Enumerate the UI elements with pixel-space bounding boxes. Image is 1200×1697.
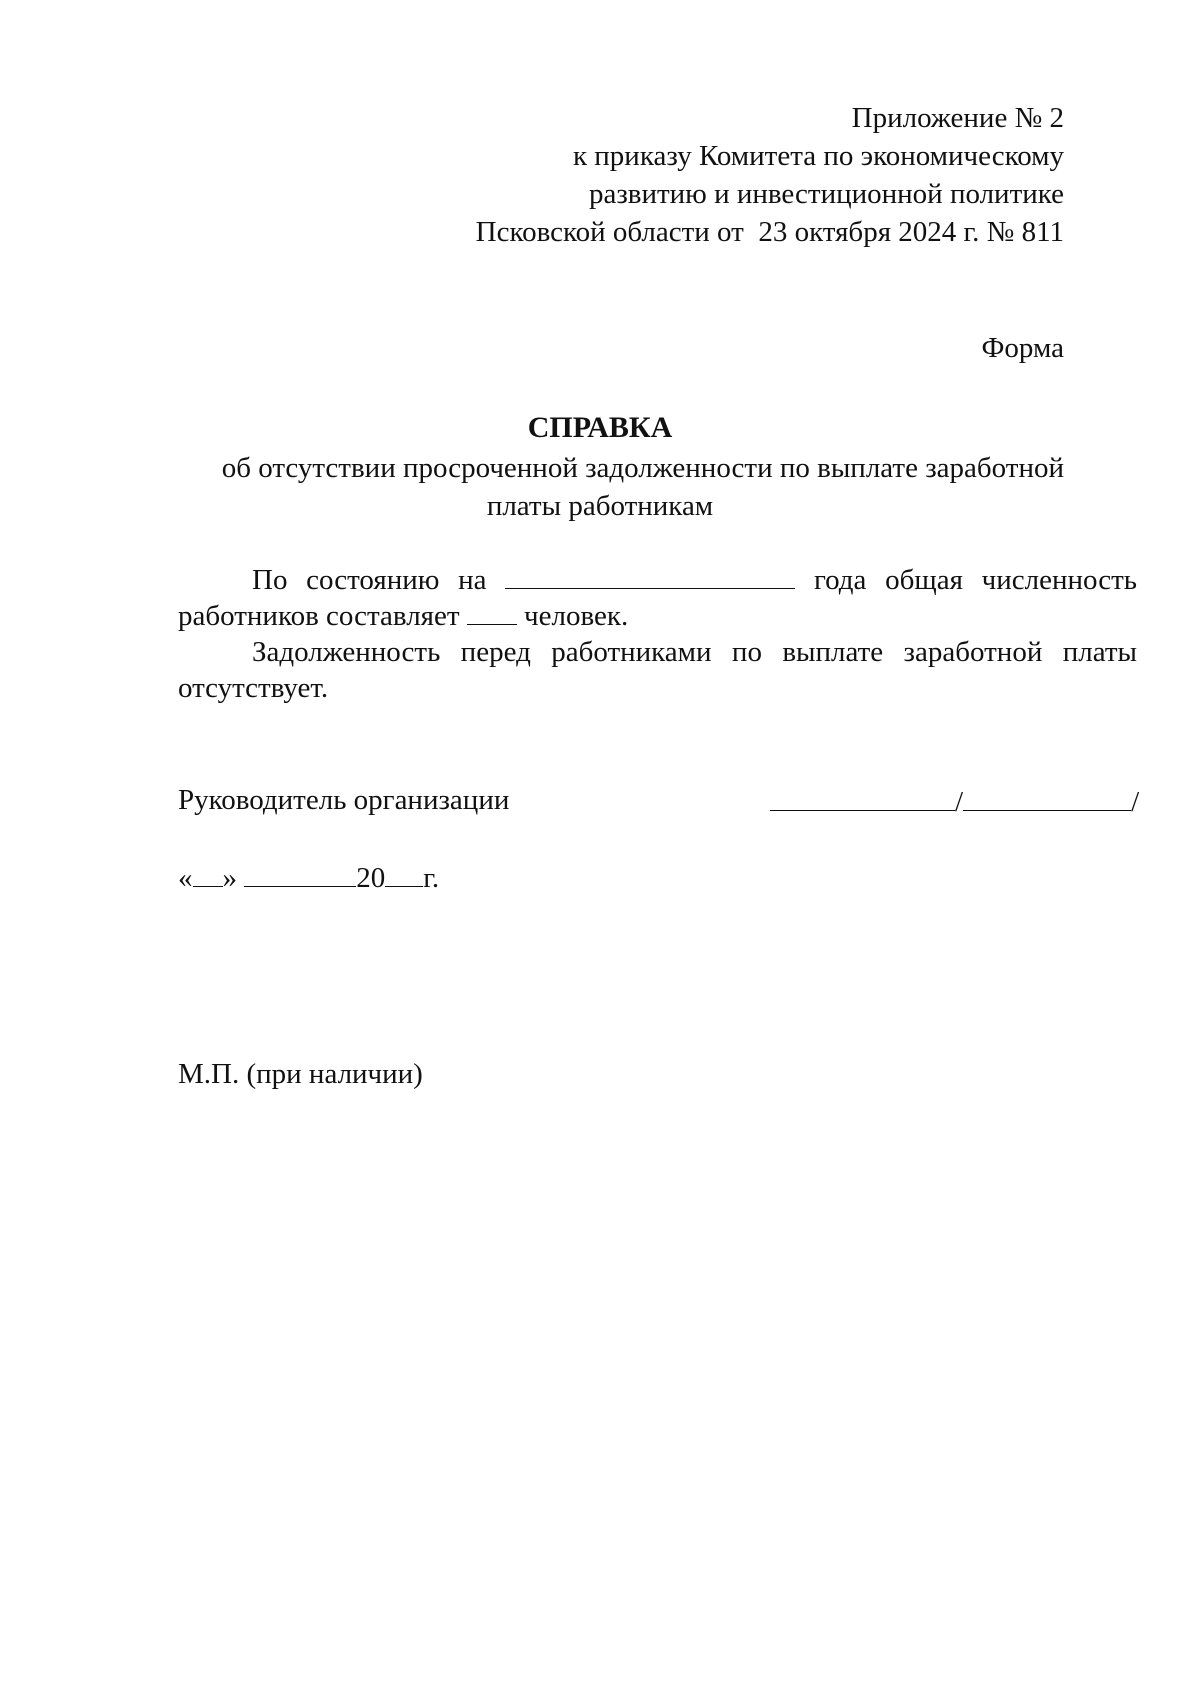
month-blank-field[interactable] xyxy=(244,858,356,887)
paragraph-1-line1 xyxy=(252,560,1137,598)
employees-count-label: работников составляет xyxy=(178,600,460,632)
document-title: СПРАВКА xyxy=(527,411,673,444)
people-word: человек. xyxy=(524,600,629,632)
stamp-label: М.П. (при наличии) xyxy=(178,1058,423,1090)
employees-count-blank-field[interactable] xyxy=(467,596,517,625)
total-employees-text: года общая численность xyxy=(813,564,1137,596)
date-blank-field[interactable] xyxy=(505,560,795,589)
signature-separator-1: / xyxy=(955,786,964,818)
name-blank-field[interactable] xyxy=(963,782,1131,811)
date-line xyxy=(178,858,439,896)
day-blank-field[interactable] xyxy=(193,858,223,887)
committee-line: развитию и инвестиционной политике xyxy=(588,178,1064,210)
year-suffix: г. xyxy=(423,862,440,894)
year-prefix: 20 xyxy=(356,862,386,894)
signature-separator-2: / xyxy=(1131,786,1140,818)
paragraph-2-line1: Задолженность перед работниками по выплате заработной платы xyxy=(252,636,1137,668)
state-as-of-text: По состоянию на xyxy=(252,564,487,596)
document-subtitle-line1: об отсутствии просроченной задолженности по выплате заработной xyxy=(221,452,1064,484)
year-blank-field[interactable] xyxy=(385,858,423,887)
paragraph-1-line2 xyxy=(178,596,628,634)
document-subtitle-line2: платы работникам xyxy=(486,490,714,522)
appendix-number: Приложение № 2 xyxy=(851,102,1064,134)
order-date-line: Псковской области от 23 октября 2024 г. № 811 xyxy=(475,216,1064,248)
form-label: Форма xyxy=(981,332,1064,364)
signature-label: Руководитель организации xyxy=(178,784,510,816)
signature-fields xyxy=(770,782,1139,820)
order-reference-line: к приказу Комитета по экономическому xyxy=(572,140,1064,172)
paragraph-2-line2: отсутствует. xyxy=(178,672,329,704)
date-open-quote: « xyxy=(178,862,193,894)
signature-blank-field[interactable] xyxy=(770,782,955,811)
date-close-quote: » xyxy=(222,862,237,894)
